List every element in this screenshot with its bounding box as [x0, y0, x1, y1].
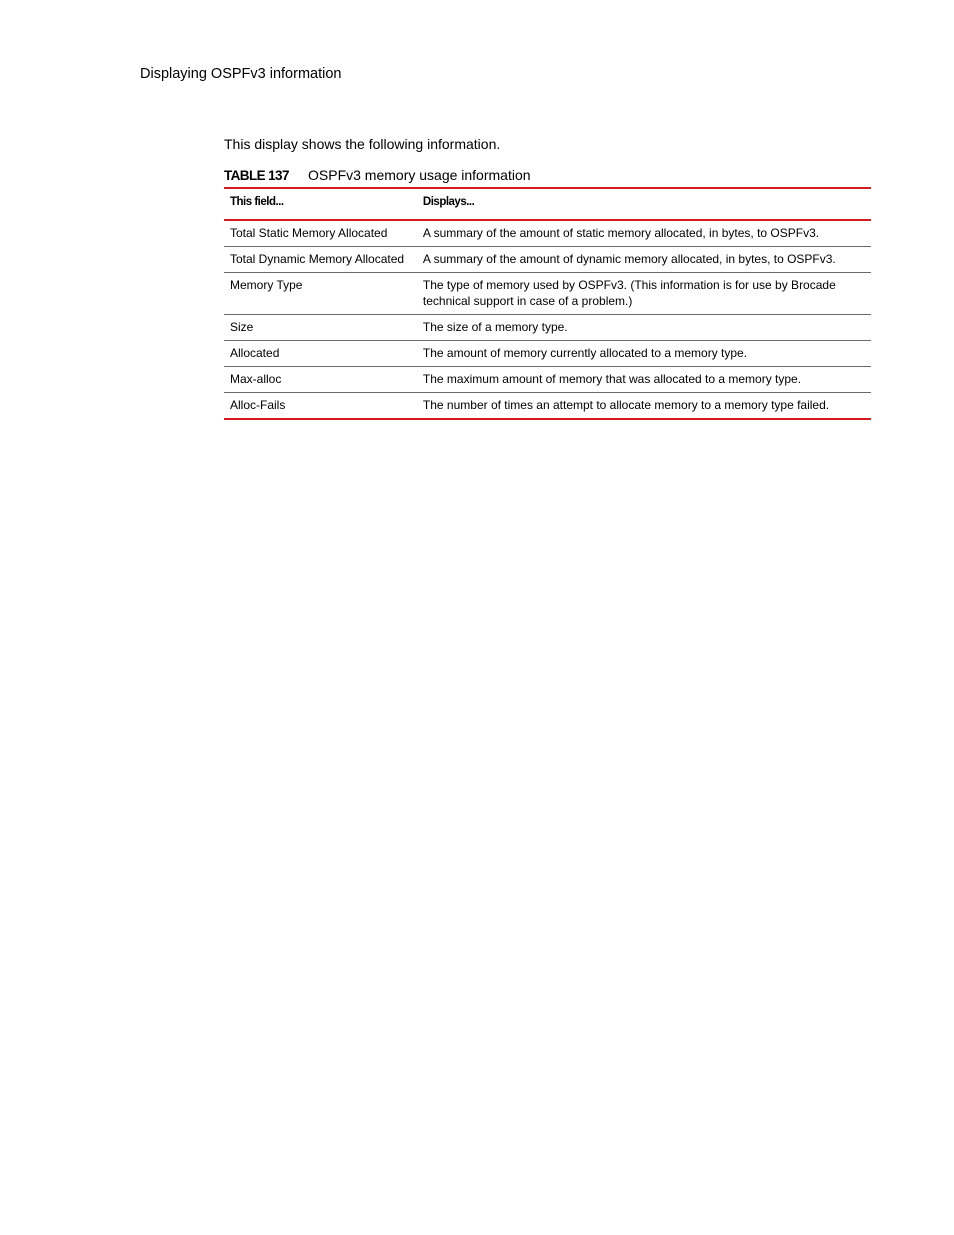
intro-paragraph: This display shows the following information.	[224, 136, 501, 152]
memory-usage-table	[224, 187, 871, 420]
table-number: TABLE 137	[224, 168, 289, 183]
field-description: The amount of memory currently allocated to a memory type.	[417, 341, 871, 367]
column-header-field: This field...	[230, 196, 284, 208]
column-header-displays: Displays...	[422, 196, 475, 208]
field-name: Max-alloc	[224, 367, 417, 393]
field-description: The maximum amount of memory that was allocated to a memory type.	[417, 367, 871, 393]
field-name: Allocated	[224, 341, 417, 367]
table-row	[224, 367, 871, 393]
field-name: Total Dynamic Memory Allocated	[224, 247, 417, 273]
table-row	[224, 315, 871, 341]
table-row	[224, 393, 871, 420]
running-header: Displaying OSPFv3 information	[140, 66, 342, 82]
field-description: A summary of the amount of static memory allocated, in bytes, to OSPFv3.	[417, 220, 871, 247]
table-caption	[224, 166, 531, 185]
field-description: The type of memory used by OSPFv3. (This information is for use by Brocade technical support in case of a problem.)	[417, 273, 871, 315]
field-name: Size	[224, 315, 417, 341]
table-row	[224, 273, 871, 315]
table-header-row	[224, 188, 871, 220]
table-row	[224, 341, 871, 367]
table-row	[224, 220, 871, 247]
table-row	[224, 247, 871, 273]
field-name: Memory Type	[224, 273, 417, 315]
field-description: The number of times an attempt to allocate memory to a memory type failed.	[417, 393, 871, 420]
field-description: The size of a memory type.	[417, 315, 871, 341]
table-title: OSPFv3 memory usage information	[308, 167, 531, 183]
field-name: Alloc-Fails	[224, 393, 417, 420]
field-name: Total Static Memory Allocated	[224, 220, 417, 247]
field-description: A summary of the amount of dynamic memory allocated, in bytes, to OSPFv3.	[417, 247, 871, 273]
